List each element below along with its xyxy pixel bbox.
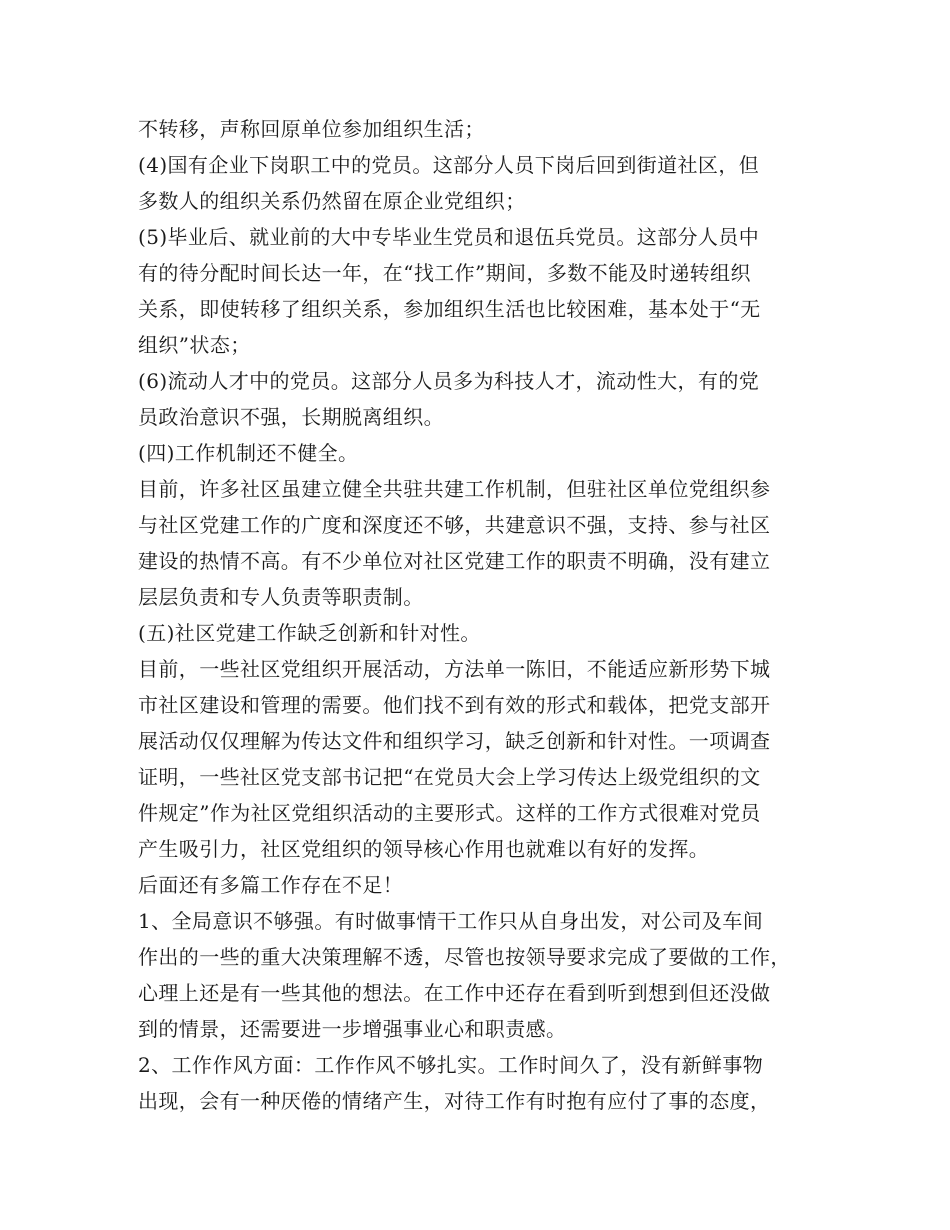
text-line: 到的情景，还需要进一步增强事业心和职责感。 — [138, 1017, 567, 1041]
text-line: 展活动仅仅理解为传达文件和组织学习，缺乏创新和针对性。一项调查 — [138, 729, 771, 753]
text-line: 产生吸引力，社区党组织的领导核心作用也就难以有好的发挥。 — [138, 837, 710, 861]
text-line: 件规定”作为社区党组织活动的主要形式。这样的工作方式很难对党员 — [138, 801, 761, 825]
text-line: 多数人的组织关系仍然留在原企业党组织； — [138, 189, 526, 213]
text-line: 1、全局意识不够强。有时做事情干工作只从自身出发，对公司及车间 — [138, 909, 764, 933]
text-line: 有的待分配时间长达一年，在“找工作”期间，多数不能及时递转组织 — [138, 261, 751, 285]
text-line: (6)流动人才中的党员。这部分人员多为科技人才，流动性大，有的党 — [138, 369, 760, 393]
text-line: 目前，许多社区虽建立健全共驻共建工作机制，但驻社区单位党组织参 — [138, 477, 771, 501]
text-line: 目前，一些社区党组织开展活动，方法单一陈旧，不能适应新形势下城 — [138, 657, 771, 681]
text-line: 2、工作作风方面：工作作风不够扎实。工作时间久了，没有新鲜事物 — [138, 1053, 764, 1077]
text-line: 出现，会有一种厌倦的情绪产生，对待工作有时抱有应付了事的态度， — [138, 1089, 771, 1113]
text-line: 市社区建设和管理的需要。他们找不到有效的形式和载体，把党支部开 — [138, 693, 771, 717]
text-line: 与社区党建工作的广度和深度还不够，共建意识不强，支持、参与社区 — [138, 513, 771, 537]
text-line: 不转移，声称回原单位参加组织生活； — [138, 117, 485, 141]
text-line: 层层负责和专人负责等职责制。 — [138, 585, 424, 609]
text-line: 关系，即使转移了组织关系，参加组织生活也比较困难，基本处于“无 — [138, 297, 761, 321]
text-line: (5)毕业后、就业前的大中专毕业生党员和退伍兵党员。这部分人员中 — [138, 225, 760, 249]
document-body — [138, 111, 828, 1119]
text-line: 员政治意识不强，长期脱离组织。 — [138, 405, 444, 429]
text-line: 建设的热情不高。有不少单位对社区党建工作的职责不明确，没有建立 — [138, 549, 771, 573]
text-line: 心理上还是有一些其他的想法。在工作中还存在看到听到想到但还没做 — [138, 981, 771, 1005]
text-line: 组织”状态； — [138, 333, 251, 357]
text-line: 证明，一些社区党支部书记把“在党员大会上学习传达上级党组织的文 — [138, 765, 761, 789]
section-heading: (五)社区党建工作缺乏创新和针对性。 — [138, 621, 481, 645]
section-heading: (四)工作机制还不健全。 — [138, 441, 359, 465]
text-line: 后面还有多篇工作存在不足！ — [138, 873, 404, 897]
text-line: 作出的一些的重大决策理解不透，尽管也按领导要求完成了要做的工作， — [138, 945, 791, 969]
text-line: (4)国有企业下岗职工中的党员。这部分人员下岗后回到街道社区，但 — [138, 153, 760, 177]
